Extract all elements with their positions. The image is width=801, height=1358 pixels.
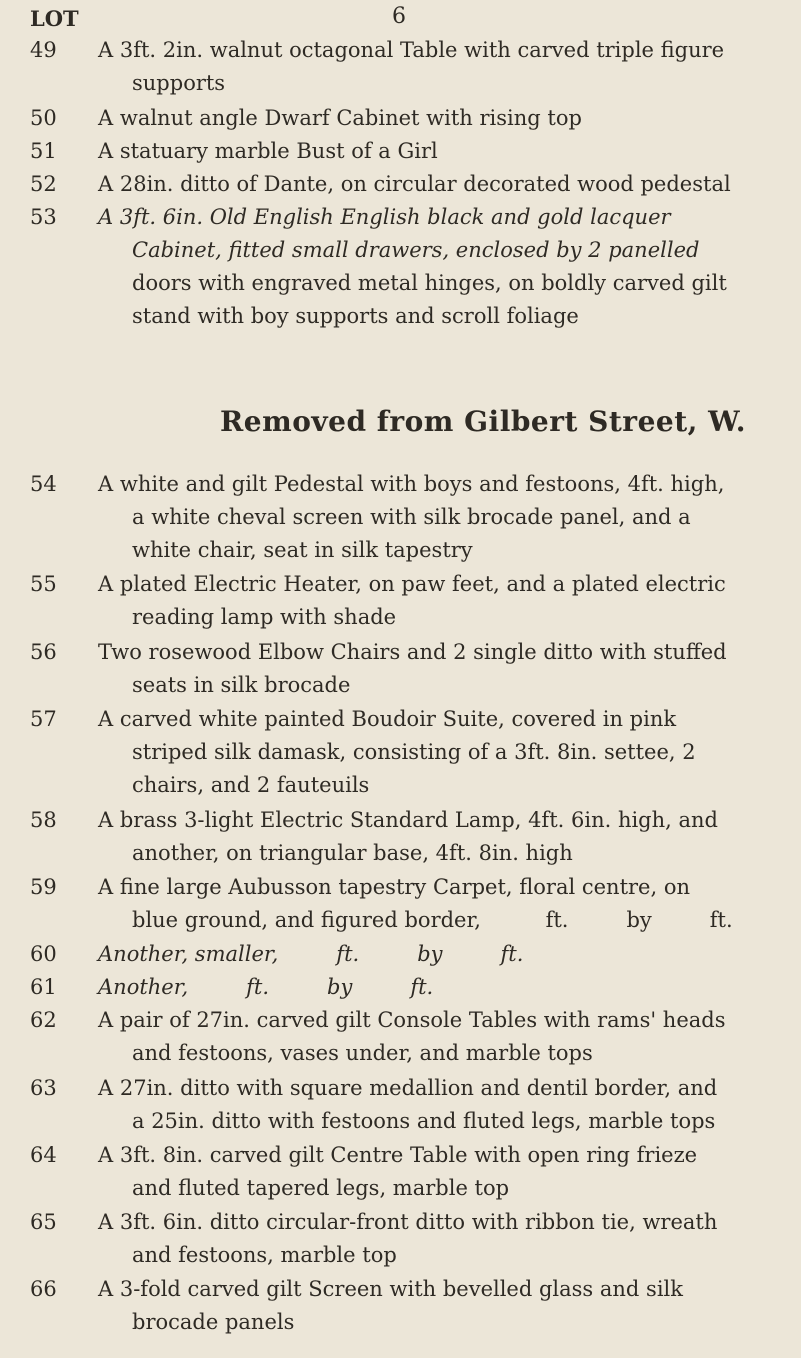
desc-line: Another, ft. by ft.	[98, 975, 434, 999]
lot-description	[98, 1206, 790, 1272]
lot-description	[98, 1273, 790, 1339]
lot-entry	[30, 1206, 790, 1272]
desc-line: A 3ft. 2in. walnut octagonal Table with carved triple figure	[98, 38, 725, 62]
lot-description	[98, 871, 790, 937]
lot-entry	[30, 468, 790, 567]
lot-number: 62	[30, 1008, 57, 1032]
lot-entry	[30, 568, 790, 634]
desc-line: blue ground, and figured border, ft. by ft.	[132, 908, 733, 932]
desc-line: A 3ft. 8in. carved gilt Centre Table with open ring frieze	[98, 1143, 698, 1167]
desc-line: A 28in. ditto of Dante, on circular decorated wood pedestal	[98, 172, 731, 196]
desc-line: Another, smaller, ft. by ft.	[98, 942, 524, 966]
desc-line: white chair, seat in silk tapestry	[132, 538, 473, 562]
desc-line: reading lamp with shade	[132, 605, 397, 629]
lot-entry	[30, 201, 790, 333]
desc-line: A carved white painted Boudoir Suite, covered in pink	[98, 707, 677, 731]
lot-number: 56	[30, 640, 57, 664]
lot-number: 58	[30, 808, 57, 832]
lot-description	[98, 938, 790, 971]
lot-column-header: LOT	[30, 6, 79, 31]
desc-line: Two rosewood Elbow Chairs and 2 single ditto with stuffed	[98, 640, 727, 664]
desc-line: A brass 3-light Electric Standard Lamp, 4ft. 6in. high, and	[98, 808, 718, 832]
lot-description	[98, 135, 790, 168]
lot-entry	[30, 34, 790, 100]
desc-line: supports	[132, 71, 226, 95]
lot-entry	[30, 971, 790, 1004]
desc-line: Cabinet, fitted small drawers, enclosed by 2 panelled	[132, 238, 700, 262]
desc-line: A white and gilt Pedestal with boys and festoons, 4ft. high,	[98, 472, 725, 496]
lot-number: 51	[30, 139, 57, 163]
lot-number: 63	[30, 1076, 57, 1100]
desc-line: A fine large Aubusson tapestry Carpet, floral centre, on	[98, 875, 690, 899]
lot-description	[98, 1004, 790, 1070]
lot-number: 49	[30, 38, 57, 62]
lot-entry	[30, 871, 790, 937]
desc-line: A 3ft. 6in. ditto circular-front ditto with ribbon tie, wreath	[98, 1210, 718, 1234]
desc-line: and fluted tapered legs, marble top	[132, 1176, 510, 1200]
lot-description	[98, 102, 790, 135]
desc-line: A plated Electric Heater, on paw feet, and a plated electric	[98, 572, 726, 596]
lot-description	[98, 201, 790, 333]
desc-line: seats in silk brocade	[132, 673, 351, 697]
lot-entry	[30, 636, 790, 702]
lot-description	[98, 804, 790, 870]
lot-number: 66	[30, 1277, 57, 1301]
desc-line: another, on triangular base, 4ft. 8in. high	[132, 841, 573, 865]
lot-entry	[30, 1139, 790, 1205]
lot-number: 53	[30, 205, 57, 229]
desc-line: striped silk damask, consisting of a 3ft. 8in. settee, 2	[132, 740, 696, 764]
lot-entry	[30, 1072, 790, 1138]
lot-entry	[30, 135, 790, 168]
desc-line: a 25in. ditto with festoons and fluted legs, marble tops	[132, 1109, 716, 1133]
lot-number: 54	[30, 472, 57, 496]
lot-entry	[30, 102, 790, 135]
lot-description	[98, 34, 790, 100]
lot-description	[98, 168, 790, 201]
desc-line: a white cheval screen with silk brocade panel, and a	[132, 505, 691, 529]
lot-description	[98, 1072, 790, 1138]
lot-number: 60	[30, 942, 57, 966]
desc-line: A 3ft. 6in. Old English English black and gold lacquer	[98, 205, 671, 229]
desc-line: and festoons, marble top	[132, 1243, 397, 1267]
lot-entry	[30, 703, 790, 802]
desc-line: brocade panels	[132, 1310, 295, 1334]
lot-description	[98, 971, 790, 1004]
lot-number: 61	[30, 975, 57, 999]
lot-entry	[30, 168, 790, 201]
desc-line: A 27in. ditto with square medallion and dentil border, and	[98, 1076, 718, 1100]
lot-number: 55	[30, 572, 57, 596]
desc-line: A walnut angle Dwarf Cabinet with rising top	[98, 106, 582, 130]
desc-line: A pair of 27in. carved gilt Console Tables with rams' heads	[98, 1008, 726, 1032]
lot-number: 64	[30, 1143, 57, 1167]
desc-line: chairs, and 2 fauteuils	[132, 773, 370, 797]
lot-entry	[30, 1273, 790, 1339]
lot-description	[98, 636, 790, 702]
lot-description	[98, 1139, 790, 1205]
lot-number: 65	[30, 1210, 57, 1234]
lot-entry	[30, 938, 790, 971]
desc-line: and festoons, vases under, and marble tops	[132, 1041, 593, 1065]
desc-line: A statuary marble Bust of a Girl	[98, 139, 438, 163]
lot-number: 52	[30, 172, 57, 196]
lot-number: 50	[30, 106, 57, 130]
lot-description	[98, 568, 790, 634]
desc-line: A 3-fold carved gilt Screen with bevelled glass and silk	[98, 1277, 683, 1301]
lot-description	[98, 703, 790, 802]
lot-entry	[30, 1004, 790, 1070]
lot-description	[98, 468, 790, 567]
section-heading: Removed from Gilbert Street, W.	[220, 405, 746, 438]
page-number: 6	[392, 4, 407, 29]
desc-line: doors with engraved metal hinges, on boldly carved gilt	[132, 271, 727, 295]
desc-line: stand with boy supports and scroll foliage	[132, 304, 579, 328]
lot-entry	[30, 804, 790, 870]
lot-number: 57	[30, 707, 57, 731]
lot-number: 59	[30, 875, 57, 899]
